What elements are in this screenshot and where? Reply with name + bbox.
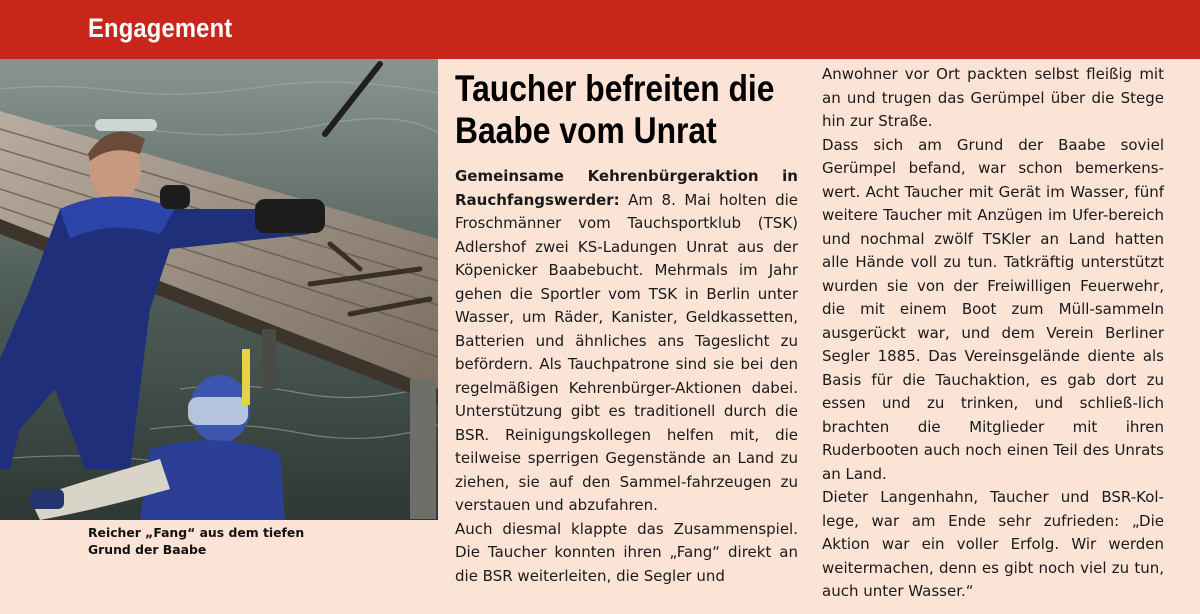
article-headline: Taucher befreiten die Baabe vom Unrat xyxy=(455,68,775,151)
article-lead: Gemeinsame Kehrenbürgeraktion in Rauchfangswerder: xyxy=(455,167,798,209)
section-label: Engagement xyxy=(88,13,233,43)
article-paragraph-2-end: Anwohner vor Ort packten selbst fleißig mit an und trugen das Gerümpel über die Stege hin zur Straße. xyxy=(822,65,1164,130)
photo-caption: Reicher „Fang“ aus dem tiefen Grund der Baabe xyxy=(88,525,305,557)
article-paragraph-1-text: Am 8. Mai holten die Froschmänner vom Tauchsportklub (TSK) Adlershof zwei KS-Ladungen Unrat aus der Köpenicker Baabebucht. Mehrmals im Jahr gehen die Sportler vom TSK in Berlin unter Wasser, um Räder, Kanister, Geldkassetten, Batterien und ähnliches ans Tageslicht zu befördern. Als Tauchpatrone sind sie bei den regelmäßigen Kehrenbürger-Aktionen dabei. Unterstützung gibt es traditionell durch die BSR. Reinigungskollegen helfen mit, die teilweise sperrigen Gegenstände an Land zu ziehen, sie auf den Sammel-fahrzeugen zu verstauen und abzufahren. xyxy=(455,190,798,514)
section-header-bar xyxy=(0,0,1200,59)
article-photo xyxy=(0,59,438,520)
article-paragraph-1 xyxy=(455,165,798,518)
article-paragraph-2-start: Auch diesmal klappte das Zusammenspiel. Die Taucher konnten ihren „Fang“ direkt an die BSR weiterleiten, die Segler und xyxy=(455,519,798,585)
article-column-middle xyxy=(455,68,798,588)
article-paragraph-3: Dass sich am Grund der Baabe soviel Gerümpel befand, war schon bemerkens-wert. Acht Taucher mit Gerät im Wasser, fünf weitere Taucher mit Anzügen im Ufer-bereich und nochmal zwölf TSKler an Land hatten alle Hände voll zu tun. Tatkräftig unterstützt wurden sie von der Freiwilligen Feuerwehr, die mit einem Boot zum Müll-sammeln ausgerückt war, und dem Verein Berliner Segler 1885. Das Vereinsgelände diente als Basis für die Tauchaktion, es gab dort zu essen und zu trinken, und schließ-lich brachten die Mitglieder mit ihren Ruderbooten auch noch einen Teil des Unrats an Land. xyxy=(822,135,1164,483)
article-paragraph-4: Dieter Langenhahn, Taucher und BSR-Kol-lege, war am Ende sehr zufrieden: „Die Aktion war ein voller Erfolg. Wir werden weitermachen, denn es gibt noch viel zu tun, auch unter Wasser.“ xyxy=(822,488,1164,600)
article-column-right xyxy=(822,63,1164,604)
